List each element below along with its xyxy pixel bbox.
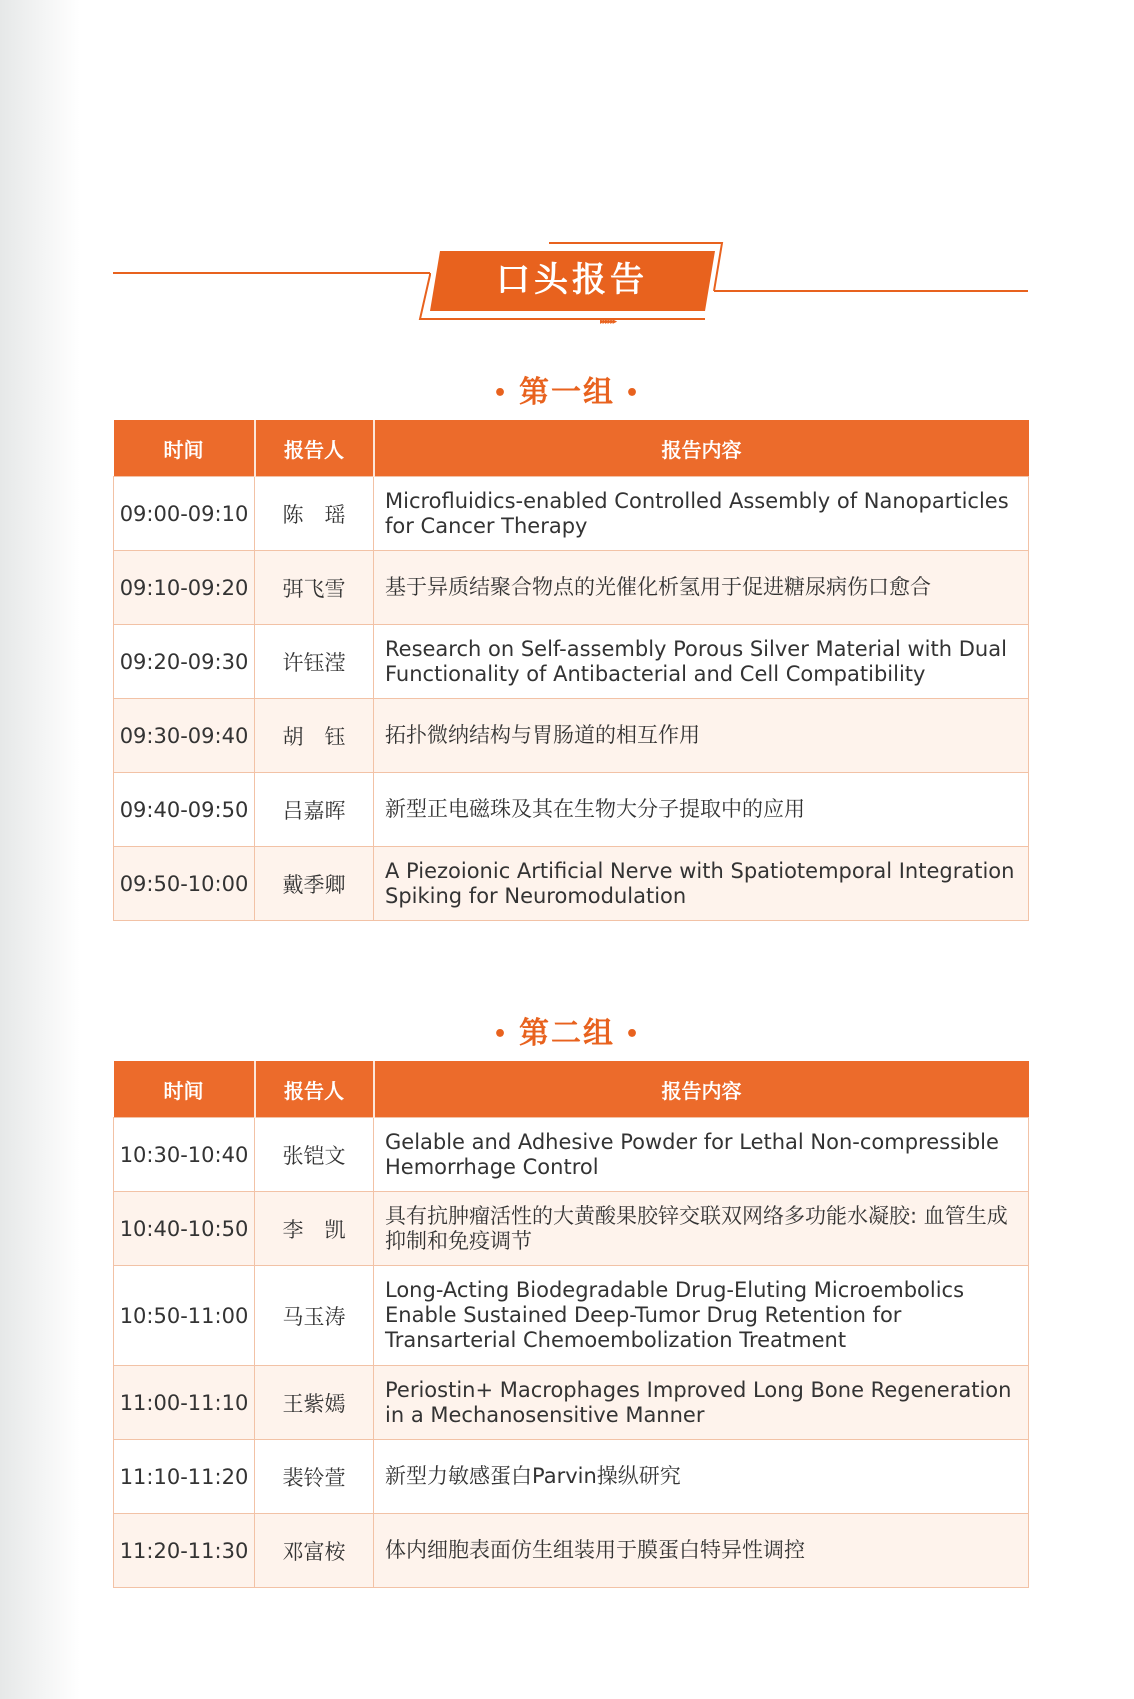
group-2-schedule-table [113, 1061, 1029, 1588]
table-row [114, 1192, 1029, 1266]
table-header-row [114, 1061, 1029, 1118]
row-speaker: 邓富桉 [255, 1514, 374, 1588]
group-1-title [0, 367, 1134, 411]
row-speaker: 吕嘉晖 [255, 773, 374, 847]
row-time: 09:10-09:20 [114, 551, 255, 625]
bullet-dot-icon: • [492, 381, 509, 406]
section-title: 口头报告 [496, 260, 648, 300]
row-time: 10:30-10:40 [114, 1118, 255, 1192]
row-topic: 新型力敏感蛋白Parvin操纵研究 [374, 1440, 1029, 1514]
row-time: 10:50-11:00 [114, 1266, 255, 1366]
table-row [114, 625, 1029, 699]
table-row [114, 1366, 1029, 1440]
row-topic: 新型正电磁珠及其在生物大分子提取中的应用 [374, 773, 1029, 847]
row-time: 11:20-11:30 [114, 1514, 255, 1588]
row-time: 10:40-10:50 [114, 1192, 255, 1266]
row-topic: 具有抗肿瘤活性的大黄酸果胶锌交联双网络多功能水凝胶: 血管生成抑制和免疫调节 [374, 1192, 1029, 1266]
row-speaker: 戴季卿 [255, 847, 374, 921]
row-topic: A Piezoionic Artificial Nerve with Spatiotemporal Integration Spiking for Neuromodulation [374, 847, 1029, 921]
table-row [114, 1118, 1029, 1192]
row-topic: 体内细胞表面仿生组装用于膜蛋白特异性调控 [374, 1514, 1029, 1588]
row-topic: Periostin+ Macrophages Improved Long Bone Regeneration in a Mechanosensitive Manner [374, 1366, 1029, 1440]
group-2-title [0, 1008, 1134, 1052]
group-1-schedule-table [113, 420, 1029, 921]
row-time: 09:20-09:30 [114, 625, 255, 699]
row-speaker: 马玉涛 [255, 1266, 374, 1366]
row-time: 09:50-10:00 [114, 847, 255, 921]
row-time: 09:30-09:40 [114, 699, 255, 773]
row-topic: Microfluidics-enabled Controlled Assembly of Nanoparticles for Cancer Therapy [374, 477, 1029, 551]
column-header-topic: 报告内容 [374, 1061, 1029, 1118]
table-header-row [114, 420, 1029, 477]
table-row [114, 1440, 1029, 1514]
column-header-topic: 报告内容 [374, 420, 1029, 477]
row-speaker: 许钰滢 [255, 625, 374, 699]
row-speaker: 王紫嫣 [255, 1366, 374, 1440]
bullet-dot-icon: • [625, 1022, 642, 1047]
row-topic: 拓扑微纳结构与胃肠道的相互作用 [374, 699, 1029, 773]
column-header-speaker: 报告人 [255, 1061, 374, 1118]
row-speaker: 胡 钰 [255, 699, 374, 773]
column-header-speaker: 报告人 [255, 420, 374, 477]
table-row [114, 1514, 1029, 1588]
row-topic: 基于异质结聚合物点的光催化析氢用于促进糖尿病伤口愈合 [374, 551, 1029, 625]
table-row [114, 477, 1029, 551]
column-header-time: 时间 [114, 420, 255, 477]
table-row [114, 773, 1029, 847]
table-row [114, 551, 1029, 625]
svg-text:▸▸▸▸▸▸: ▸▸▸▸▸▸ [600, 317, 616, 327]
row-speaker: 弭飞雪 [255, 551, 374, 625]
column-header-time: 时间 [114, 1061, 255, 1118]
row-topic: Long-Acting Biodegradable Drug-Eluting Microembolics Enable Sustained Deep-Tumor Drug Retention for Transarterial Chemoembolization Treatment [374, 1266, 1029, 1366]
row-speaker: 李 凯 [255, 1192, 374, 1266]
group-2-title-text: 第二组 [519, 1016, 615, 1051]
row-topic: Research on Self-assembly Porous Silver Material with Dual Functionality of Antibacterial and Cell Compatibility [374, 625, 1029, 699]
row-time: 09:00-09:10 [114, 477, 255, 551]
row-time: 11:10-11:20 [114, 1440, 255, 1514]
row-time: 09:40-09:50 [114, 773, 255, 847]
row-topic: Gelable and Adhesive Powder for Lethal Non-compressible Hemorrhage Control [374, 1118, 1029, 1192]
bullet-dot-icon: • [492, 1022, 509, 1047]
row-time: 11:00-11:10 [114, 1366, 255, 1440]
row-speaker: 裴铃萱 [255, 1440, 374, 1514]
table-row [114, 847, 1029, 921]
table-row [114, 699, 1029, 773]
row-speaker: 张铠文 [255, 1118, 374, 1192]
row-speaker: 陈 瑶 [255, 477, 374, 551]
group-1-title-text: 第一组 [519, 375, 615, 410]
bullet-dot-icon: • [625, 381, 642, 406]
table-row [114, 1266, 1029, 1366]
